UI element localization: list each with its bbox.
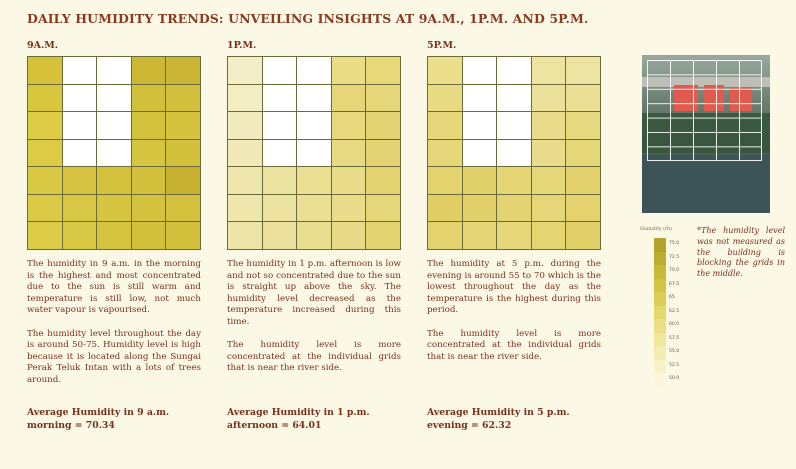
panel-description — [27, 259, 201, 387]
humidity-grid-9am — [27, 56, 201, 250]
grid-cell — [63, 195, 97, 222]
grid-cell — [332, 85, 366, 112]
grid-cell — [297, 195, 331, 222]
grid-cell — [332, 140, 366, 167]
grid-cell — [463, 222, 497, 249]
legend-swatch — [654, 319, 686, 333]
grid-cell — [263, 140, 297, 167]
grid-cell — [332, 167, 366, 194]
grid-cell — [28, 195, 62, 222]
grid-cell — [97, 222, 131, 249]
grid-cell — [63, 222, 97, 249]
grid-cell — [497, 195, 531, 222]
grid-cell — [497, 140, 531, 167]
grid-cell — [166, 57, 200, 84]
legend-value: 70.0 — [669, 268, 680, 273]
grid-cell — [132, 57, 166, 84]
grid-cell — [428, 222, 462, 249]
grid-cell — [428, 140, 462, 167]
grid-cell — [263, 85, 297, 112]
grid-cell — [366, 195, 400, 222]
description-paragraph: The humidity level throughout the day is around 50-75. Humidity level is high because it is located along the Sungai Perak Teluk Intan with a lots of trees around. — [27, 328, 201, 385]
grid-cell — [166, 112, 200, 139]
grid-cell — [132, 167, 166, 194]
legend-swatch — [654, 306, 686, 320]
grid-cell — [63, 57, 97, 84]
description-paragraph: The humidity level is more concentrated at the individual grids that is near the river side. — [227, 340, 401, 374]
grid-cell — [97, 57, 131, 84]
humidity-grid-1pm — [227, 56, 401, 250]
grid-cell — [97, 85, 131, 112]
grid-cell — [63, 85, 97, 112]
grid-cell — [132, 195, 166, 222]
grid-cell — [366, 167, 400, 194]
grid-cell — [297, 112, 331, 139]
grid-cell — [497, 57, 531, 84]
grid-cell — [228, 222, 262, 249]
grid-cell — [166, 167, 200, 194]
legend-swatch — [654, 346, 686, 360]
measurement-note: *The humidity level was not measured as the building is blocking the grids in the middle. — [697, 226, 785, 279]
legend-swatch — [654, 238, 686, 252]
grid-cell — [97, 140, 131, 167]
grid-cell — [532, 222, 566, 249]
grid-cell — [297, 85, 331, 112]
legend-swatch — [654, 292, 686, 306]
grid-cell — [532, 140, 566, 167]
grid-cell — [463, 85, 497, 112]
legend-swatch — [654, 360, 686, 374]
grid-cell — [497, 167, 531, 194]
legend-value: 52.5 — [669, 362, 680, 368]
grid-cell — [166, 140, 200, 167]
average-humidity-1pm: Average Humidity in 1 p.m. afternoon = 64.01 — [227, 407, 370, 431]
grid-cell — [228, 57, 262, 84]
grid-cell — [332, 222, 366, 249]
panel-label: 9A.M. — [27, 40, 59, 51]
grid-cell — [463, 195, 497, 222]
grid-cell — [566, 85, 600, 112]
grid-cell — [332, 112, 366, 139]
grid-cell — [332, 57, 366, 84]
grid-cell — [532, 85, 566, 112]
panel-label: 1P.M. — [227, 40, 257, 51]
grid-cell — [263, 222, 297, 249]
grid-cell — [28, 140, 62, 167]
legend-title: Humidity (rh) — [640, 227, 672, 232]
grid-cell — [97, 195, 131, 222]
grid-cell — [297, 222, 331, 249]
grid-cell — [97, 167, 131, 194]
grid-cell — [28, 85, 62, 112]
grid-cell — [566, 222, 600, 249]
grid-cell — [366, 85, 400, 112]
grid-cell — [228, 112, 262, 139]
map-river — [642, 155, 770, 213]
grid-cell — [566, 57, 600, 84]
grid-cell — [166, 85, 200, 112]
grid-cell — [263, 195, 297, 222]
legend-value: 65 — [669, 295, 675, 300]
grid-cell — [463, 57, 497, 84]
grid-cell — [566, 195, 600, 222]
grid-cell — [497, 112, 531, 139]
grid-cell — [263, 167, 297, 194]
grid-cell — [228, 85, 262, 112]
grid-cell — [463, 140, 497, 167]
grid-cell — [497, 222, 531, 249]
legend-swatch — [654, 265, 686, 279]
average-humidity-5pm: Average Humidity in 5 p.m. evening = 62.32 — [427, 407, 570, 431]
description-paragraph: The humidity in 1 p.m. afternoon is low and not so concentrated due to the sun is straight up above the sky. The humidity level decreased as the temperature increased during this time. — [227, 259, 401, 327]
grid-cell — [132, 112, 166, 139]
humidity-grid-5pm — [427, 56, 601, 250]
site-aerial-map — [642, 55, 770, 213]
panel-5pm — [427, 40, 601, 375]
grid-cell — [132, 140, 166, 167]
grid-cell — [132, 222, 166, 249]
grid-cell — [28, 222, 62, 249]
grid-cell — [366, 140, 400, 167]
legend-swatch — [654, 373, 686, 387]
grid-cell — [132, 85, 166, 112]
grid-cell — [228, 195, 262, 222]
legend-value: 62.5 — [669, 308, 680, 314]
grid-cell — [532, 195, 566, 222]
grid-cell — [332, 195, 366, 222]
grid-cell — [566, 167, 600, 194]
grid-cell — [566, 112, 600, 139]
grid-cell — [63, 167, 97, 194]
legend-value: 72.5 — [669, 254, 680, 260]
grid-cell — [428, 195, 462, 222]
grid-cell — [28, 57, 62, 84]
panel-label: 5P.M. — [427, 40, 457, 51]
grid-cell — [497, 85, 531, 112]
legend-swatch — [654, 333, 686, 347]
humidity-legend — [654, 238, 686, 387]
legend-swatch — [654, 279, 686, 293]
grid-cell — [366, 222, 400, 249]
grid-cell — [532, 57, 566, 84]
grid-cell — [428, 167, 462, 194]
grid-cell — [532, 112, 566, 139]
description-paragraph: The humidity in 9 a.m. in the morning is the highest and most concentrated due to the sun is still warm and temperature is still low, not much water vapour is vapourised. — [27, 259, 201, 316]
page-title: DAILY HUMIDITY TRENDS: UNVEILING INSIGHTS AT 9A.M., 1P.M. AND 5P.M. — [27, 11, 589, 26]
grid-cell — [228, 140, 262, 167]
legend-value: 75.0 — [669, 241, 680, 246]
legend-value: 55.0 — [669, 349, 680, 354]
grid-cell — [28, 112, 62, 139]
grid-cell — [366, 57, 400, 84]
grid-cell — [28, 167, 62, 194]
legend-value: 60.0 — [669, 322, 680, 327]
grid-cell — [366, 112, 400, 139]
legend-value: 57.5 — [669, 335, 680, 341]
grid-cell — [532, 167, 566, 194]
grid-cell — [297, 57, 331, 84]
grid-cell — [463, 167, 497, 194]
grid-cell — [166, 195, 200, 222]
map-grid-overlay — [647, 60, 762, 161]
grid-cell — [428, 85, 462, 112]
description-paragraph: The humidity level is more concentrated at the individual grids that is near the river side. — [427, 328, 601, 362]
grid-cell — [166, 222, 200, 249]
grid-cell — [297, 140, 331, 167]
grid-cell — [263, 57, 297, 84]
panel-9am — [27, 40, 201, 398]
grid-cell — [97, 112, 131, 139]
grid-cell — [428, 57, 462, 84]
grid-cell — [297, 167, 331, 194]
description-paragraph: The humidity at 5 p.m. during the evening is around 55 to 70 which is the lowest throughout the day as the temperature is the highest during this period. — [427, 259, 601, 316]
grid-cell — [463, 112, 497, 139]
legend-value: 50.0 — [669, 376, 680, 381]
legend-swatch — [654, 252, 686, 266]
average-humidity-9am: Average Humidity in 9 a.m. morning = 70.34 — [27, 407, 170, 431]
grid-cell — [263, 112, 297, 139]
grid-cell — [428, 112, 462, 139]
panel-description — [227, 259, 401, 375]
panel-1pm — [227, 40, 401, 387]
panel-description — [427, 259, 601, 363]
grid-cell — [63, 140, 97, 167]
legend-value: 67.5 — [669, 281, 680, 287]
grid-cell — [228, 167, 262, 194]
grid-cell — [566, 140, 600, 167]
grid-cell — [63, 112, 97, 139]
